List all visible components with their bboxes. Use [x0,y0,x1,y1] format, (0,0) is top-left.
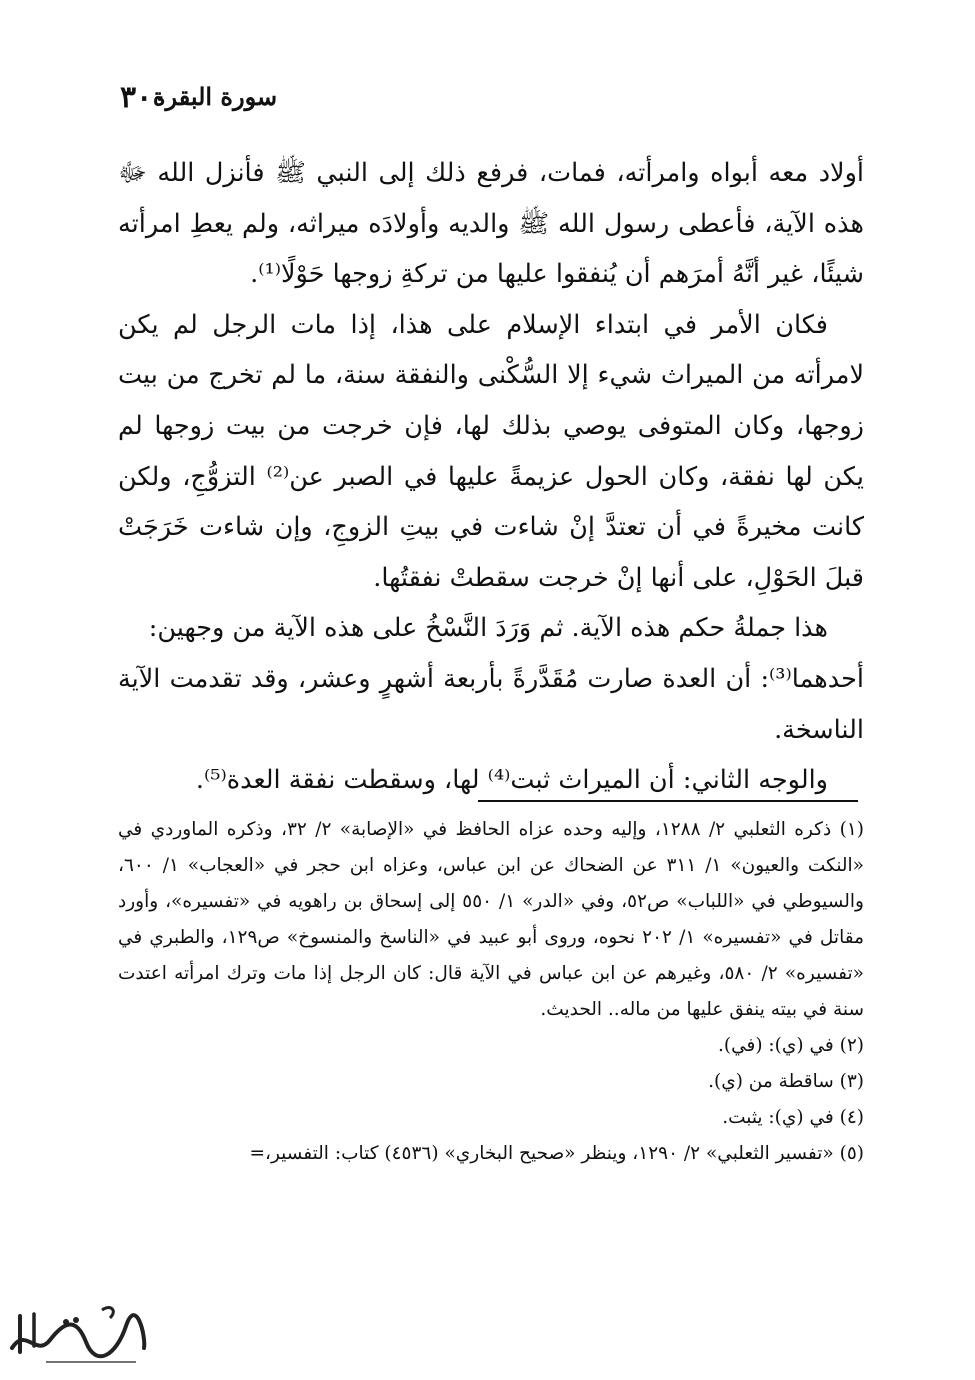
main-text [118,148,864,806]
paragraph-1: أولاد معه أبواه وامرأته، فمات، فرفع ذلك إلى النبي ﷺ فأنزل الله ﷻ هذه الآية، فأعطى رسول الله ﷺ والديه وأولادَه ميراثه، ولم يعطِ امرأته شيئًا، غير أنَّهُ أمرَهم أن يُنفقوا عليها من تركةِ زوجها حَوْلًا⁽¹⁾. [118,158,864,290]
footnote-text: «تفسير الثعلبي» ٢/ ١٢٩٠، وينظر «صحيح البخاري» (٤٥٣٦) كتاب: التفسير،= [249,1143,834,1164]
footnote-number: (٣) [839,1071,864,1092]
logo-calligraphy-icon [6,1296,152,1368]
footnote-1 [118,812,864,1028]
footnote-4 [118,1100,864,1136]
footnote-number: (١) [839,819,864,840]
paragraph-2: فكان الأمر في ابتداء الإسلام على هذا، إذا مات الرجل لم يكن لامرأته من الميراث شيء إلا السُّكْنى والنفقة سنة، ما لم تخرج من بيت زوجها، وكان المتوفى يوصي بذلك لها، فإن خرجت من بيت زوجها لم يكن لها نفقة، وكان الحول عزيمةً عليها في الصبر عن⁽²⁾ التزوُّجِ، ولكن كانت مخيرةً في أن تعتدَّ إنْ شاءت في بيتِ الزوجِ، وإن شاءت خَرَجَتْ قبلَ الحَوْلِ، على أنها إنْ خرجت سقطتْ نفقتُها. [118,309,864,593]
paragraph-4: أحدهما⁽³⁾: أن العدة صارت مُقَدَّرةً بأربعة أشهرٍ وعشر، وقد تقدمت الآية الناسخة. [118,663,864,745]
watermark-logo [6,1296,152,1368]
footnote-text: ذكره الثعلبي ٢/ ١٢٨٨، وإليه وحده عزاه الحافظ في «الإصابة» ٢/ ٣٢، وذكره الماوردي في «النكت والعيون» ١/ ٣١١ عن الضحاك عن ابن عباس، وعزاه ابن حجر في «العجاب» ١/ ٦٠٠، والسيوطي في «اللباب» ص٥٢، وفي «الدر» ١/ ٥٥٠ إلى إسحاق بن راهويه في «تفسيره»، وأورد مقاتل في «تفسيره» ١/ ٢٠٢ نحوه، وروى أبو عبيد في «الناسخ والمنسوخ» ص١٢٩، والطبري في «تفسيره» ٢/ ٥٨٠، وغيرهم عن ابن عباس في الآية قال: كان الرجل إذا مات وترك امرأته اعتدت سنة في بيته ينفق عليها من ماله.. الحديث. [118,819,864,1020]
page-number: ٣٠٠ [120,80,169,115]
paragraph-3: هذا جملةُ حكم هذه الآية. ثم وَرَدَ النَّسْخُ على هذه الآية من وجهين: [148,613,828,644]
footnote-text: ساقطة من (ي). [708,1071,834,1092]
paragraph-5: والوجه الثاني: أن الميراث ثبت⁽⁴⁾ لها، وسقطت نفقة العدة⁽⁵⁾. [195,765,828,796]
footnotes [118,812,864,1172]
footnote-number: (٢) [839,1035,864,1056]
footnote-text: في (ي): يثبت. [722,1107,834,1128]
footnote-separator [478,800,858,802]
surah-title: سورة البقرة [152,82,278,111]
footnote-3 [118,1064,864,1100]
footnote-text: في (ي): (في). [717,1035,834,1056]
footnote-number: (٤) [839,1107,864,1128]
footnote-number: (٥) [839,1143,864,1164]
footnote-5 [118,1136,864,1172]
footnote-2 [118,1028,864,1064]
